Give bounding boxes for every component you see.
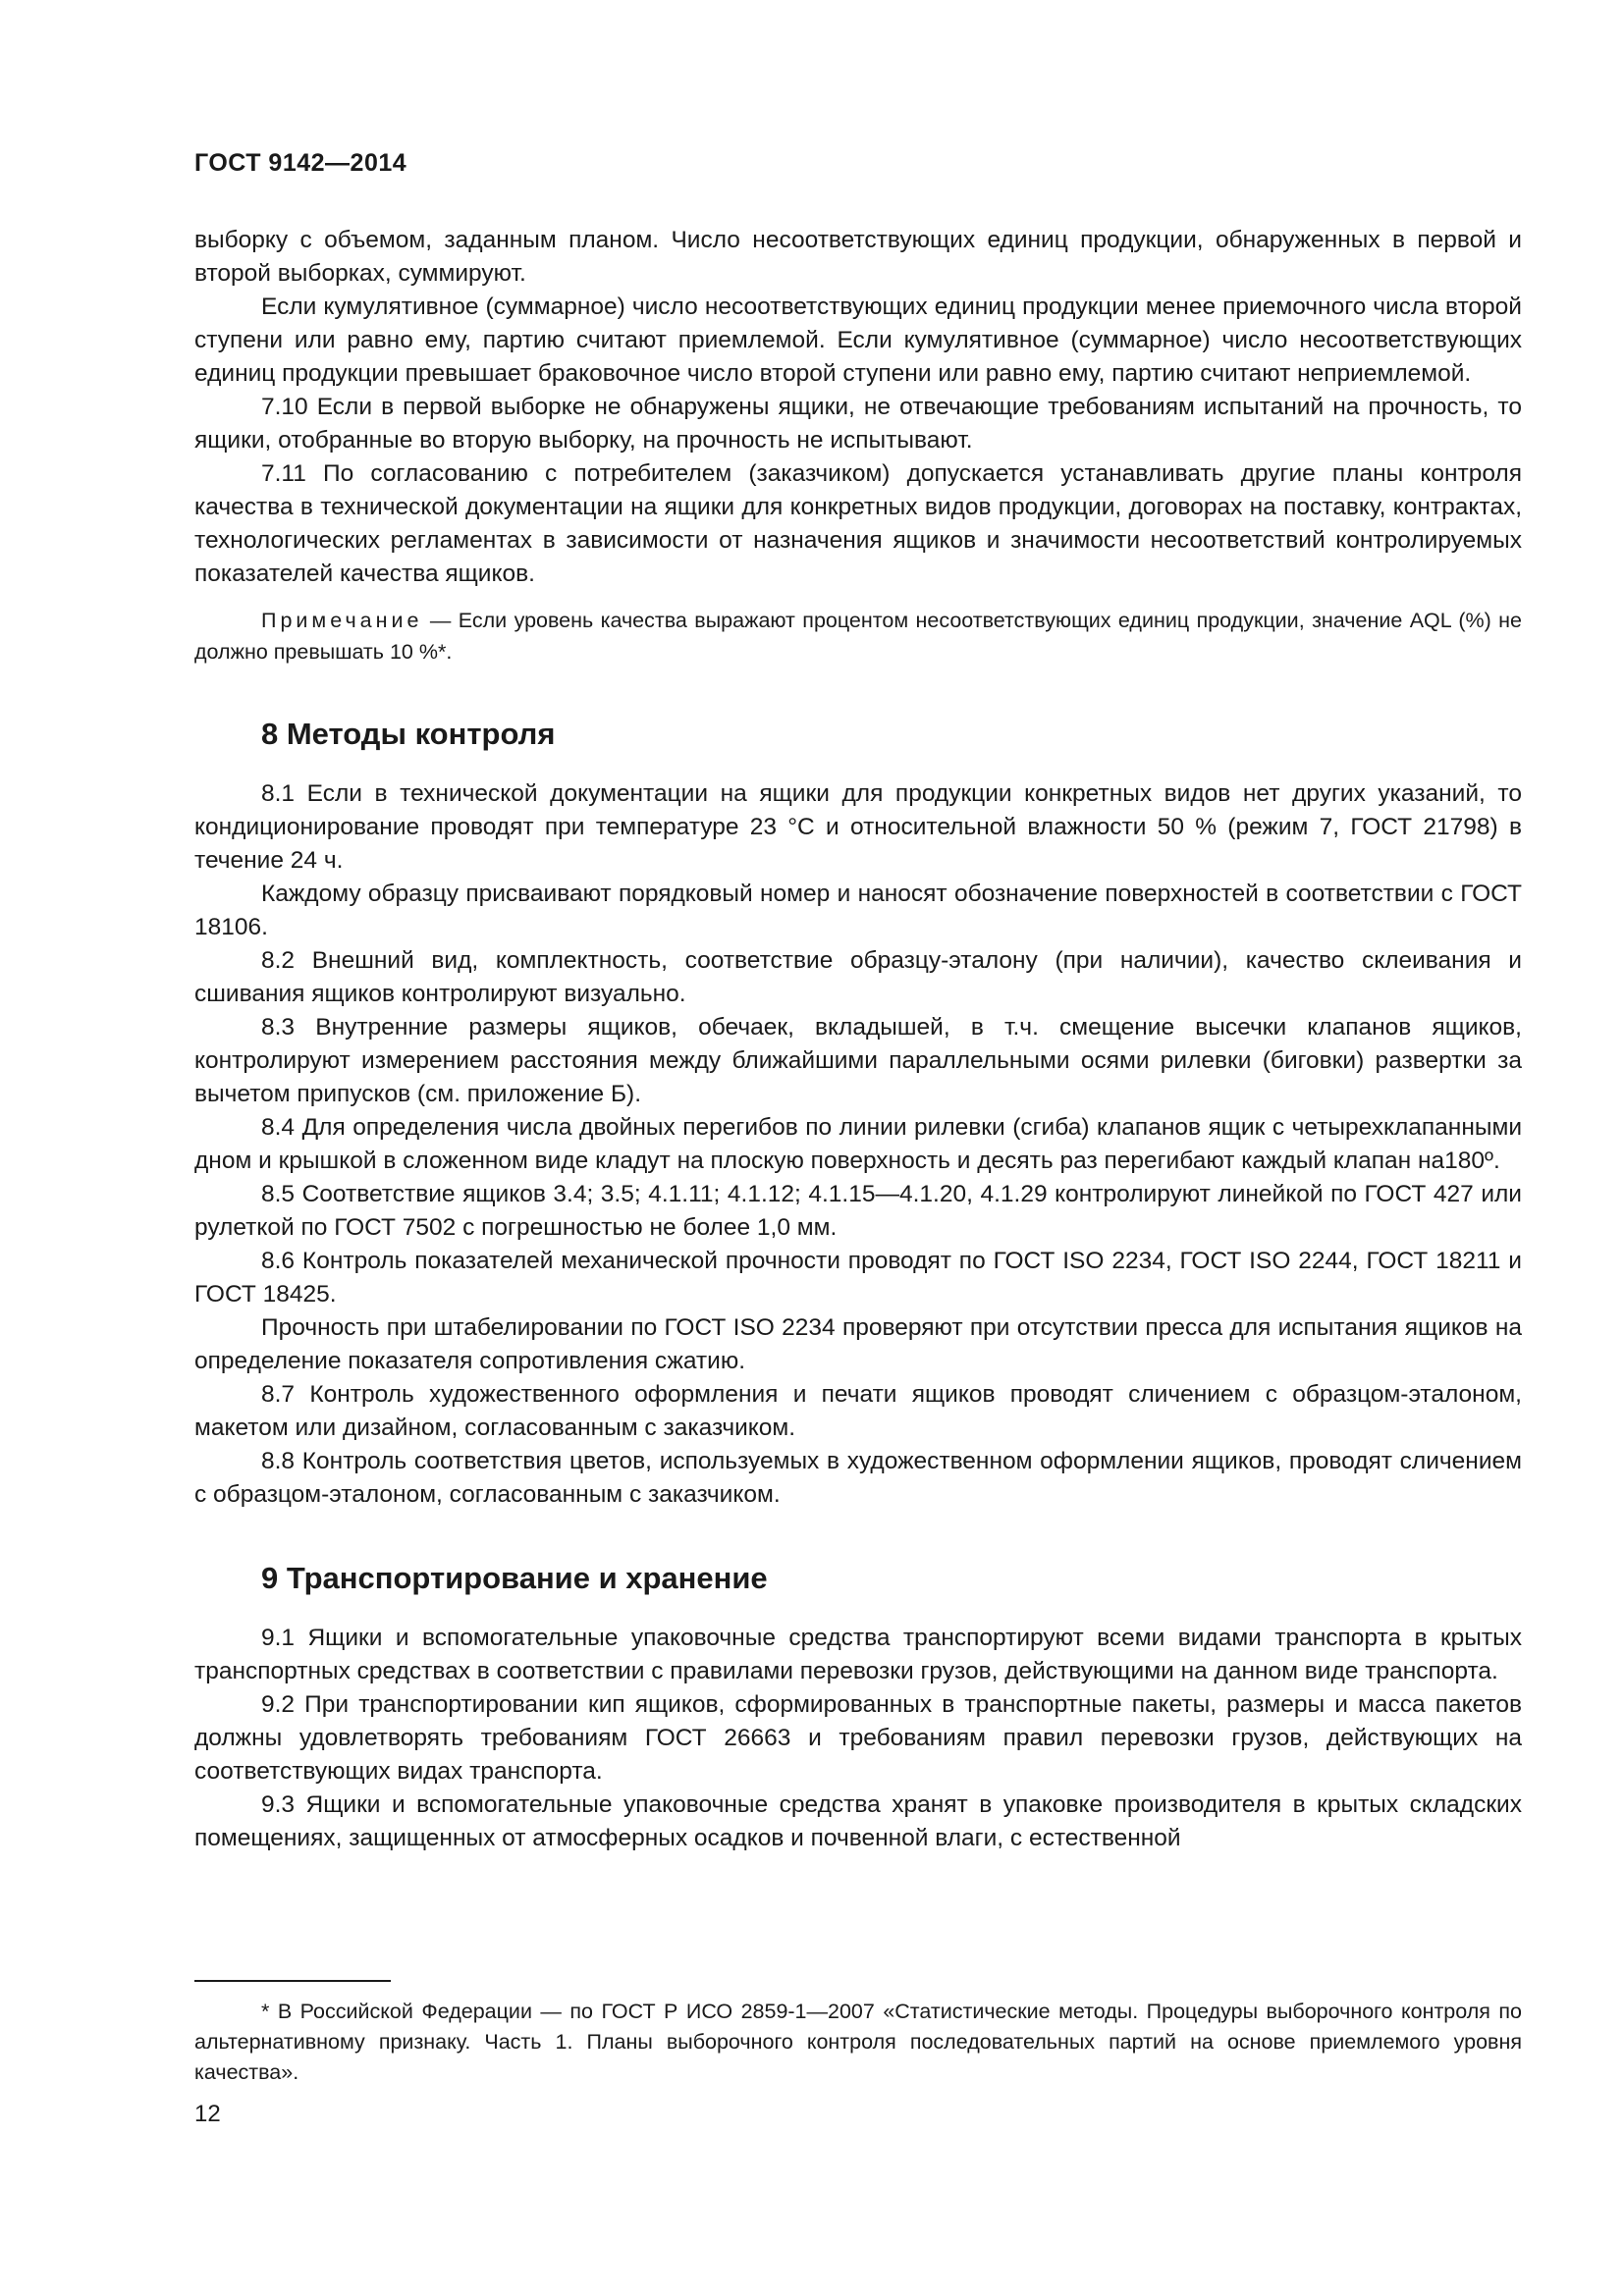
paragraph-continuation: выборку с объемом, заданным планом. Число несоответствующих единиц продукции, обнаруженных в первой и второй выборках, суммируют. xyxy=(194,227,1522,287)
clause-7-11: 7.11 По согласованию с потребителем (заказчиком) допускается устанавливать другие планы контроля качества в технической документации на ящики для конкретных видов продукции, договорах на поставку, контрактах, технологических регламентах в зависимости от назначения ящиков и значимости несоответствий контролируемых показателей качества ящиков. xyxy=(194,460,1522,587)
footnote: * В Российской Федерации — по ГОСТ Р ИСО 2859-1—2007 «Статистические методы. Процедуры выборочного контроля по альтернативному признаку. Часть 1. Планы выборочного контроля последовательных партий на основе приемлемого уровня качества». xyxy=(194,2000,1522,2084)
clause-8-1: 8.1 Если в технической документации на ящики для продукции конкретных видов нет других указаний, то кондиционирование проводят при температуре 23 °С и относительной влажности 50 % (режим 7, ГОСТ 21798) в течение 24 ч. xyxy=(194,780,1522,874)
clause-8-6-continued: Прочность при штабелировании по ГОСТ ISO 2234 проверяют при отсутствии пресса для испытания ящиков на определение показателя сопротивления сжатию. xyxy=(194,1314,1522,1374)
page-number: 12 xyxy=(194,2101,221,2127)
clause-8-7: 8.7 Контроль художественного оформления и печати ящиков проводят сличением с образцом-эталоном, макетом или дизайном, согласованным с заказчиком. xyxy=(194,1381,1522,1441)
note-paragraph xyxy=(194,605,1522,667)
clause-8-4: 8.4 Для определения числа двойных перегибов по линии рилевки (сгиба) клапанов ящик с четырехклапанными дном и крышкой в сложенном виде кладут на плоскую поверхность и десять раз перегибают каждый клапан на180º. xyxy=(194,1114,1522,1174)
clause-9-2: 9.2 При транспортировании кип ящиков, сформированных в транспортные пакеты, размеры и масса пакетов должны удовлетворять требованиям ГОСТ 26663 и требованиям правил перевозки грузов, действующих на соответствующих видах транспорта. xyxy=(194,1691,1522,1785)
clause-8-3: 8.3 Внутренние размеры ящиков, обечаек, вкладышей, в т.ч. смещение высечки клапанов ящиков, контролируют измерением расстояния между ближайшими параллельными осями рилевки (биговки) развертки за вычетом припусков (см. приложение Б). xyxy=(194,1014,1522,1107)
clause-8-5: 8.5 Соответствие ящиков 3.4; 3.5; 4.1.11; 4.1.12; 4.1.15—4.1.20, 4.1.29 контролируют линейкой по ГОСТ 427 или рулеткой по ГОСТ 7502 с погрешностью не более 1,0 мм. xyxy=(194,1181,1522,1241)
paragraph-cumulative: Если кумулятивное (суммарное) число несоответствующих единиц продукции менее приемочного числа второй ступени или равно ему, партию считают приемлемой. Если кумулятивное (суммарное) число несоответствующих единиц продукции превышает браковочное число второй ступени или равно ему, партию считают неприемлемой. xyxy=(194,294,1522,387)
footnote-divider xyxy=(194,1980,391,1982)
clause-8-8: 8.8 Контроль соответствия цветов, используемых в художественном оформлении ящиков, проводят сличением с образцом-эталоном, согласованным с заказчиком. xyxy=(194,1448,1522,1508)
note-label: Примечание xyxy=(261,609,423,632)
section-8-heading: 8 Методы контроля xyxy=(261,717,556,751)
clause-8-2: 8.2 Внешний вид, комплектность, соответствие образцу-эталону (при наличии), качество склеивания и сшивания ящиков контролируют визуально. xyxy=(194,947,1522,1007)
clause-9-1: 9.1 Ящики и вспомогательные упаковочные средства транспортируют всеми видами транспорта в крытых транспортных средствах в соответствии с правилами перевозки грузов, действующими на данном виде транспорта. xyxy=(194,1625,1522,1684)
document-header: ГОСТ 9142—2014 xyxy=(194,149,407,177)
clause-9-3: 9.3 Ящики и вспомогательные упаковочные средства хранят в упаковке производителя в крытых складских помещениях, защищенных от атмосферных осадков и почвенной влаги, с естественной xyxy=(194,1791,1522,1851)
page-body xyxy=(194,224,1522,1855)
clause-8-1-continued: Каждому образцу присваивают порядковый номер и наносят обозначение поверхностей в соответствии с ГОСТ 18106. xyxy=(194,881,1522,940)
clause-8-6: 8.6 Контроль показателей механической прочности проводят по ГОСТ ISO 2234, ГОСТ ISO 2244, ГОСТ 18211 и ГОСТ 18425. xyxy=(194,1248,1522,1308)
note-text: — Если уровень качества выражают процентом несоответствующих единиц продукции, значение AQL (%) не должно превышать 10 %*. xyxy=(194,609,1522,664)
section-9-heading: 9 Транспортирование и хранение xyxy=(261,1561,768,1595)
clause-7-10: 7.10 Если в первой выборке не обнаружены ящики, не отвечающие требованиям испытаний на прочность, то ящики, отобранные во вторую выборку, на прочность не испытывают. xyxy=(194,394,1522,454)
